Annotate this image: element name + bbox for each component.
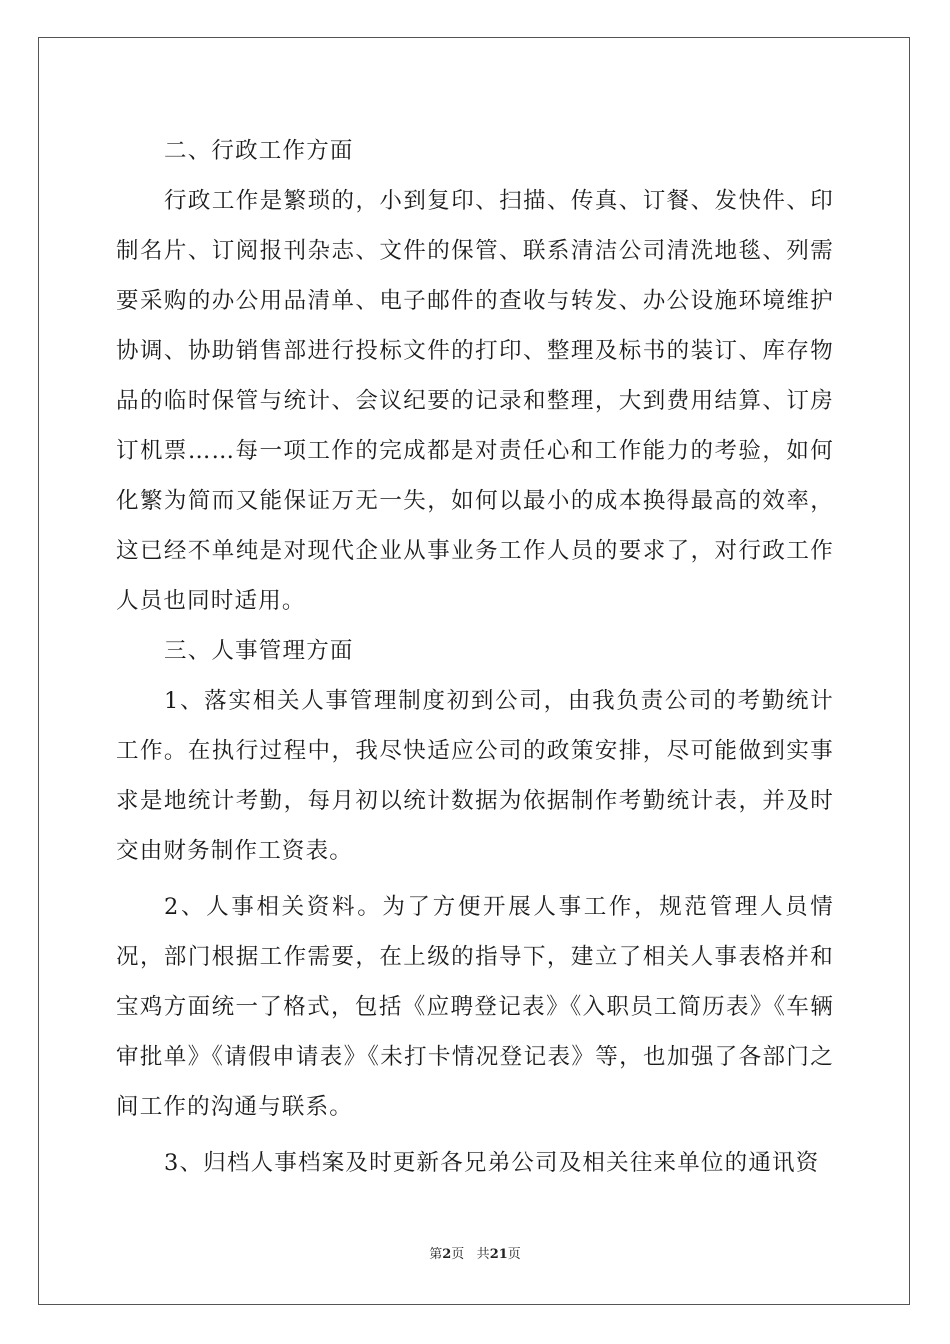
page-footer [0,1247,950,1263]
document-body [116,126,834,1188]
section-heading-hr: 三、人事管理方面 [164,638,354,664]
paragraph-hr-item-3: 3、归档人事档案及时更新各兄弟公司及相关往来单位的通讯资 [164,1150,820,1176]
paragraph-admin-work: 行政工作是繁琐的，小到复印、扫描、传真、订餐、发快件、印制名片、订阅报刊杂志、文件的保管、联系清洁公司清洗地毯、列需要采购的办公用品清单、电子邮件的查收与转发、办公设施环境维护协调、协助销售部进行投标文件的打印、整理及标书的装订、库存物品的临时保管与统计、会议纪要的记录和整理，大到费用结算、订房订机票……每一项工作的完成都是对责任心和工作能力的考验，如何化繁为简而又能保证万无一失，如何以最小的成本换得最高的效率，这已经不单纯是对现代企业从事业务工作人员的要求了，对行政工作人员也同时适用。 [116,188,834,614]
section-heading-admin: 二、行政工作方面 [164,138,354,164]
total-label-prefix: 共 [476,1247,490,1262]
total-pages: 21 [489,1247,508,1262]
paragraph-hr-item-2: 2、人事相关资料。为了方便开展人事工作，规范管理人员情况，部门根据工作需要，在上级的指导下，建立了相关人事表格并和宝鸡方面统一了格式，包括《应聘登记表》《入职员工简历表》《车辆审批单》《请假申请表》《未打卡情况登记表》等，也加强了各部门之间工作的沟通与联系。 [116,894,834,1120]
page-number: 2 [442,1247,452,1262]
total-label-suffix: 页 [507,1247,521,1262]
paragraph-hr-item-1: 1、落实相关人事管理制度初到公司，由我负责公司的考勤统计工作。在执行过程中，我尽快适应公司的政策安排，尽可能做到实事求是地统计考勤，每月初以统计数据为依据制作考勤统计表，并及时交由财务制作工资表。 [116,688,834,864]
page-label-suffix: 页 [451,1247,465,1262]
page-label-prefix: 第 [429,1247,443,1262]
